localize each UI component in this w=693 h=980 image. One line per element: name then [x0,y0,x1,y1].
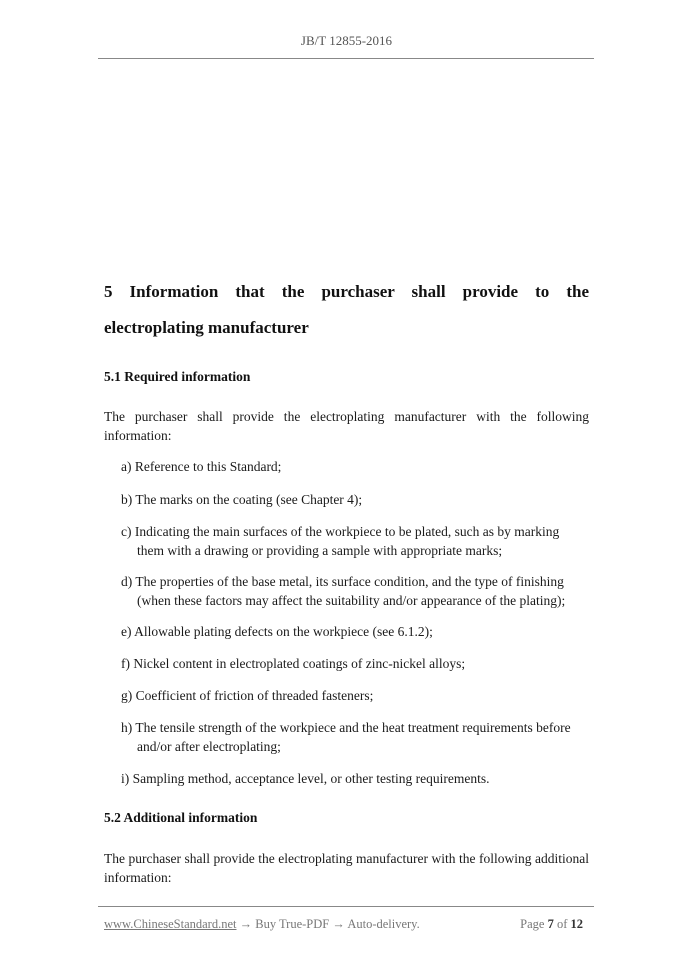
list-item-g: g) Coefficient of friction of threaded fasteners; [121,688,374,703]
list-item-d: d) The properties of the base metal, its surface condition, and the type of finishing (when these factors may affect the suitability and/or appearance of the plating); [121,574,566,608]
footer-divider [98,906,594,907]
auto-delivery-text: Auto-delivery. [347,917,420,931]
buy-pdf-link[interactable]: Buy True-PDF [255,917,330,931]
running-header: JB/T 12855-2016 [300,33,393,48]
list-item-h: h) The tensile strength of the workpiece and the heat treatment requirements before and/or after electroplating; [121,720,571,754]
list-item-b: b) The marks on the coating (see Chapter 4); [121,492,363,507]
site-link[interactable]: www.ChineseStandard.net [104,917,237,931]
subsection-title-5-1: 5.1 Required information [104,369,251,384]
paragraph-5-2-intro: The purchaser shall provide the electroplating manufacturer with the following additional information: [104,851,589,885]
page-current: 7 [547,917,554,931]
list-item-e: e) Allowable plating defects on the workpiece (see 6.1.2); [121,624,433,639]
of-label: of [556,917,568,931]
page-label: Page [520,917,545,931]
list-item-a: a) Reference to this Standard; [121,459,282,474]
list-item-f: f) Nickel content in electroplated coatings of zinc-nickel alloys; [121,656,466,671]
page-number [520,917,583,932]
footer-promo [104,917,420,932]
section-title-line-1: 5 Information that the purchaser shall provide to the [104,282,589,301]
paragraph-5-1-intro: The purchaser shall provide the electroplating manufacturer with the following information: [104,409,589,443]
subsection-title-5-2: 5.2 Additional information [104,810,258,825]
page-total: 12 [570,917,583,931]
list-item-i: i) Sampling method, acceptance level, or other testing requirements. [121,771,490,786]
arrow-right-icon: → [239,917,253,931]
header-divider [98,58,594,59]
section-title-line-2: electroplating manufacturer [104,318,309,337]
arrow-right-icon: → [332,917,345,931]
list-item-c: c) Indicating the main surfaces of the workpiece to be plated, such as by marking them with a drawing or providing a sample with appropriate marks; [121,524,560,558]
